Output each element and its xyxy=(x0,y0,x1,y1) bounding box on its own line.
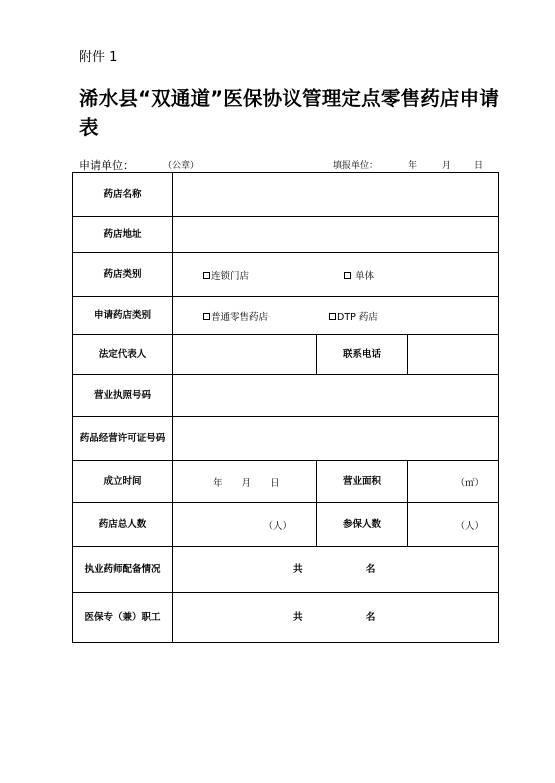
phone-label: 联系电话 xyxy=(317,335,408,375)
license-no-field[interactable] xyxy=(173,375,499,417)
checkbox-icon[interactable] xyxy=(329,313,336,320)
insured-label: 参保人数 xyxy=(317,503,408,547)
staff-total-field[interactable] xyxy=(173,503,317,547)
application-form-table xyxy=(72,172,499,643)
fill-date-label: 填报单位： xyxy=(333,161,379,171)
row-drug-license xyxy=(73,417,499,461)
row-license-no xyxy=(73,375,499,417)
phone-field[interactable] xyxy=(408,335,499,375)
row-medical-staff xyxy=(73,593,499,643)
drug-license-field[interactable] xyxy=(173,417,499,461)
pharmacy-address-label: 药店地址 xyxy=(73,217,173,253)
fill-day: 日 xyxy=(474,161,484,171)
apply-type-label: 申请药店类别 xyxy=(73,297,173,335)
staff-total-label: 药店总人数 xyxy=(73,503,173,547)
form-title: 浠水县“双通道”医保协议管理定点零售药店申请表 xyxy=(79,87,500,139)
applicant-label: 申请单位： xyxy=(79,159,134,172)
row-established xyxy=(73,461,499,503)
medical-staff-label: 医保专（兼）职工 xyxy=(73,593,173,643)
area-field[interactable] xyxy=(408,461,499,503)
row-pharmacy-address xyxy=(73,217,499,253)
checkbox-icon[interactable] xyxy=(203,313,210,320)
pharmacy-type-options xyxy=(173,253,499,297)
row-apply-type xyxy=(73,297,499,335)
pharmacy-type-label: 药店类别 xyxy=(73,253,173,297)
established-month: 月 xyxy=(241,477,252,489)
legal-rep-field[interactable] xyxy=(173,335,317,375)
row-pharmacy-name xyxy=(73,173,499,217)
pharmacist-label: 执业药师配备情况 xyxy=(73,547,173,593)
pharmacist-total: 共 xyxy=(293,564,303,575)
retail-pharmacy-text: 普通零售药店 xyxy=(211,311,269,323)
medical-staff-count-field[interactable] xyxy=(173,593,499,643)
license-no-label: 营业执照号码 xyxy=(73,375,173,417)
apply-type-options xyxy=(173,297,499,335)
single-store-option[interactable] xyxy=(344,271,374,282)
retail-pharmacy-option[interactable] xyxy=(203,312,271,323)
chain-store-option[interactable] xyxy=(203,271,252,282)
medical-staff-unit: 名 xyxy=(365,612,376,623)
checkbox-icon[interactable] xyxy=(203,272,210,279)
established-label: 成立时间 xyxy=(73,461,173,503)
legal-rep-label: 法定代表人 xyxy=(73,335,173,375)
established-year: 年 xyxy=(213,477,223,489)
single-store-text: 单体 xyxy=(355,270,375,282)
staff-unit: （人） xyxy=(263,520,292,532)
fill-year: 年 xyxy=(408,161,418,171)
insured-unit: （人） xyxy=(455,520,485,532)
pharmacist-count-field[interactable] xyxy=(173,547,499,593)
row-pharmacy-type xyxy=(73,253,499,297)
established-date-field[interactable] xyxy=(173,461,317,503)
area-unit: （㎡） xyxy=(455,477,485,489)
area-label: 营业面积 xyxy=(317,461,408,503)
medical-staff-total: 共 xyxy=(293,612,303,623)
row-staff xyxy=(73,503,499,547)
row-legal-rep xyxy=(73,335,499,375)
established-day: 日 xyxy=(270,477,280,489)
insured-field[interactable] xyxy=(408,503,499,547)
checkbox-icon[interactable] xyxy=(344,272,351,279)
fill-month: 月 xyxy=(442,161,452,171)
chain-store-text: 连锁门店 xyxy=(211,270,250,282)
drug-license-label: 药品经营许可证号码 xyxy=(73,417,173,461)
attachment-number: 附件 1 xyxy=(79,50,118,65)
dtp-pharmacy-text: DTP 药店 xyxy=(337,311,378,323)
dtp-pharmacy-option[interactable] xyxy=(329,312,378,323)
row-pharmacist xyxy=(73,547,499,593)
seal-note: （公章） xyxy=(163,161,200,171)
pharmacist-unit: 名 xyxy=(365,564,376,575)
pharmacy-address-field[interactable] xyxy=(173,217,499,253)
pharmacy-name-label: 药店名称 xyxy=(73,173,173,217)
pharmacy-name-field[interactable] xyxy=(173,173,499,217)
